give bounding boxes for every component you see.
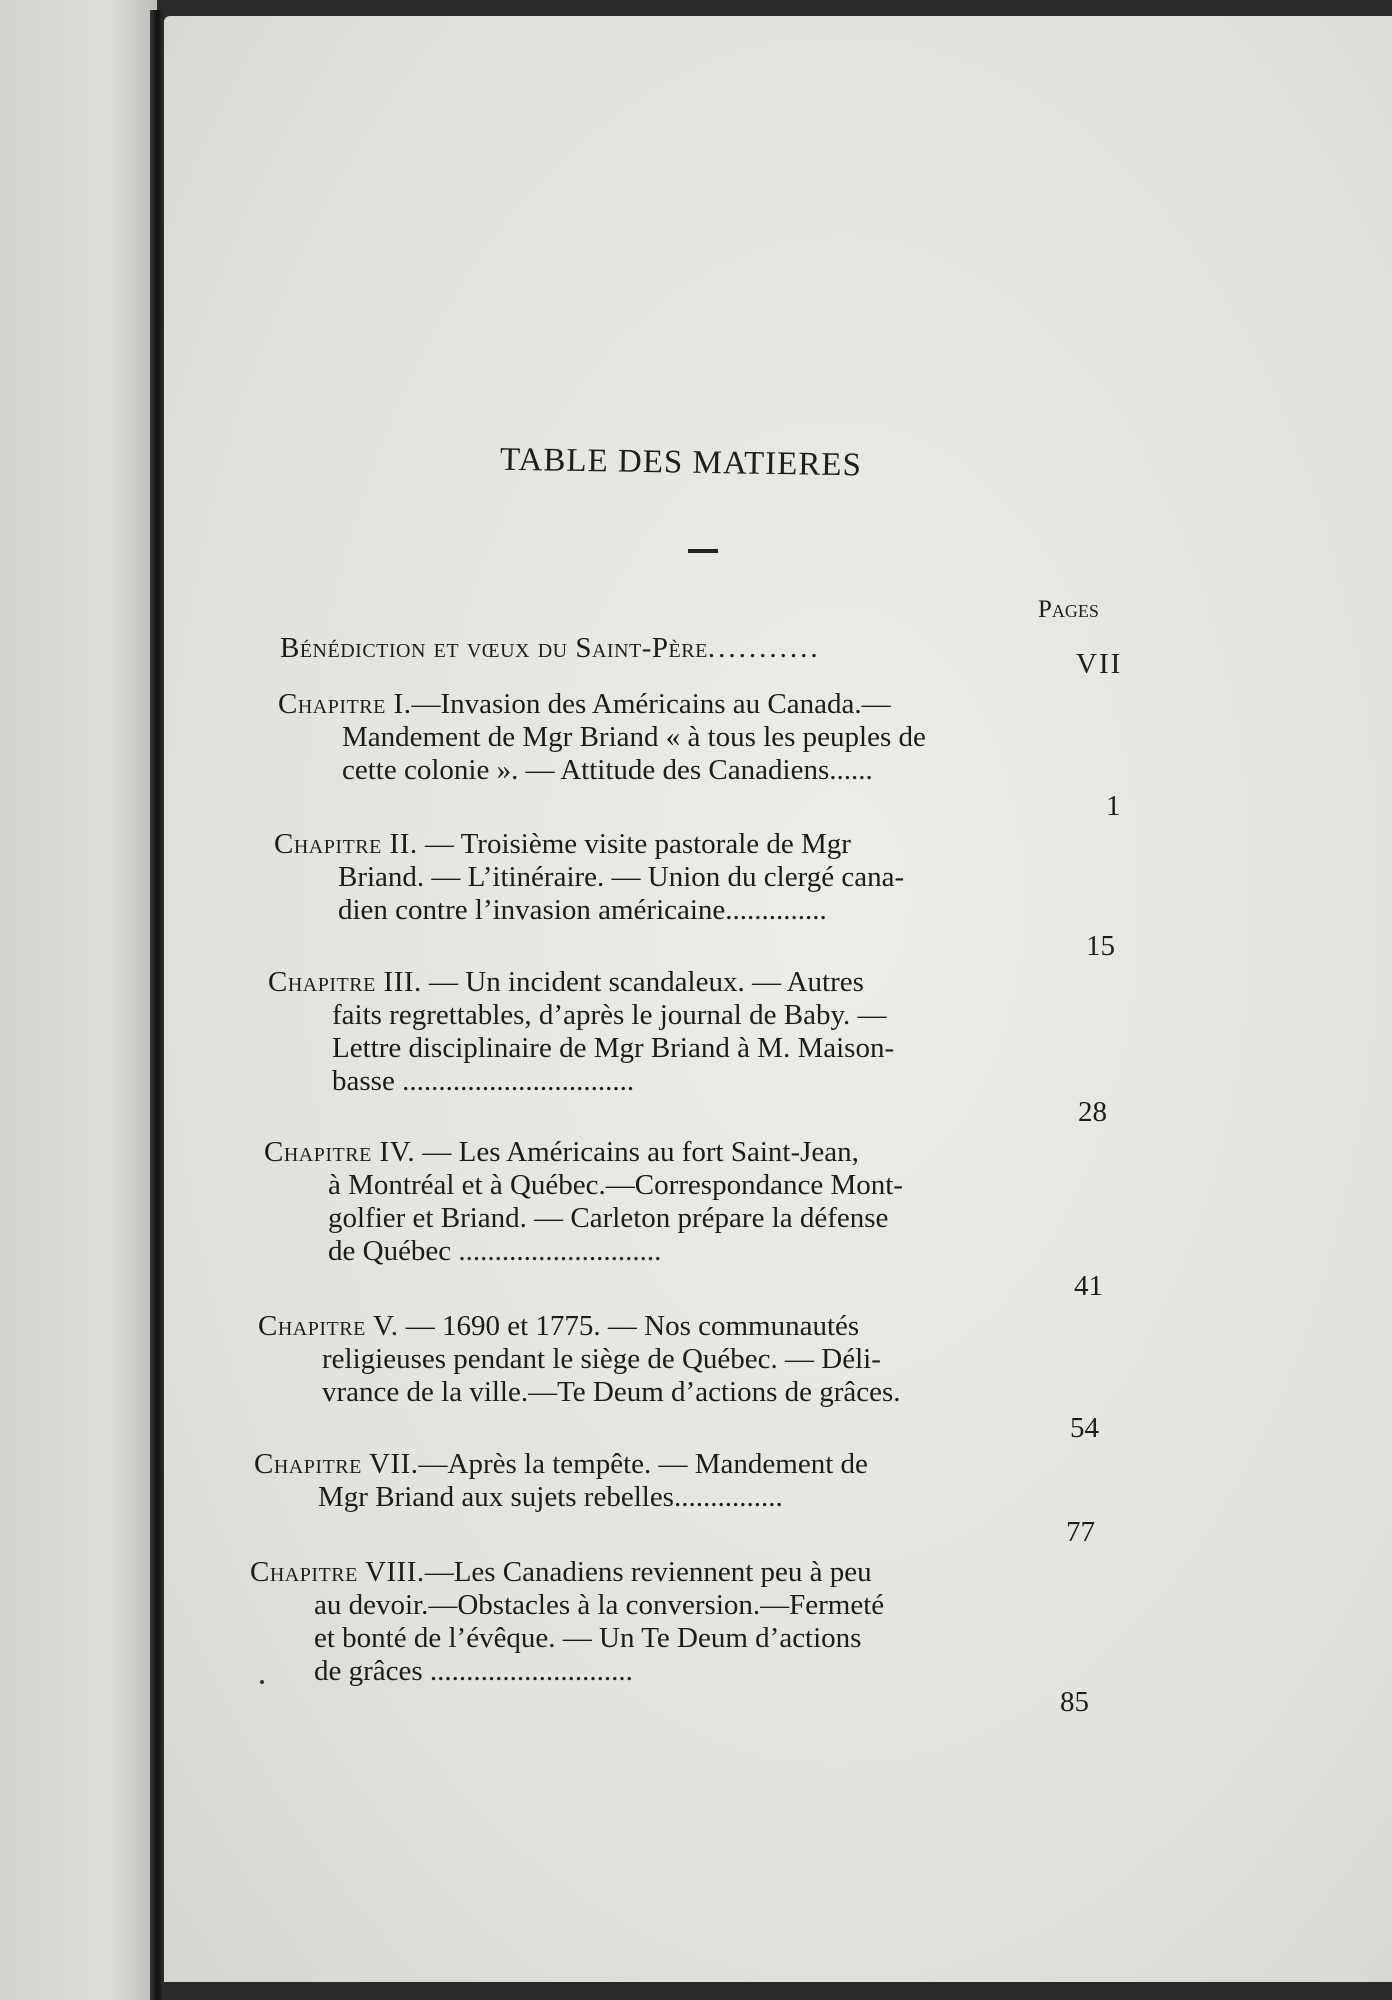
entry-line: —Les Canadiens reviennent peu à peu (424, 1556, 872, 1588)
entry-line: — Troisième visite pastorale de Mgr (417, 828, 851, 860)
entry-line: — Un incident scandaleux. — Autres (421, 966, 864, 998)
entry-heading: Chapitre III. (268, 966, 422, 998)
entry-line: —Après la tempête. — Mandement de (418, 1448, 868, 1480)
entry-line: de grâces ............................ (314, 1655, 633, 1687)
entry-line: —Invasion des Américains au Canada.— (411, 688, 891, 720)
book-spine (150, 10, 164, 2000)
toc-entry (280, 632, 1060, 665)
entry-page-number: VII (1076, 648, 1123, 680)
pages-column-label: Pages (1038, 596, 1099, 623)
toc-entry (274, 828, 1034, 927)
entry-line: de Québec ............................ (328, 1235, 662, 1267)
entry-line: religieuses pendant le siège de Québec. — Déli- (322, 1343, 881, 1375)
entry-page-number: 54 (1070, 1412, 1099, 1444)
entry-line: Mandement de Mgr Briand « à tous les peuples de (342, 721, 926, 753)
entry-heading: Chapitre IV. (264, 1136, 416, 1168)
entry-leader: ........... (707, 632, 821, 664)
toc-entry (264, 1136, 1028, 1268)
page-title: TABLE DES MATIERES (499, 441, 863, 484)
toc-entry (268, 966, 1032, 1098)
entry-line: vrance de la ville.—Te Deum d’actions de grâces. (322, 1376, 901, 1408)
entry-line: golfier et Briand. — Carleton prépare la défense (328, 1202, 889, 1234)
entry-heading: Chapitre VIII. (250, 1556, 425, 1588)
entry-page-number: 28 (1078, 1096, 1107, 1128)
entry-line: — Les Américains au fort Saint-Jean, (415, 1136, 859, 1168)
entry-line: cette colonie ». — Attitude des Canadiens...... (342, 754, 873, 786)
entry-line: basse ................................ (332, 1065, 635, 1097)
entry-heading: Bénédiction et vœux du Saint-Père (280, 632, 708, 664)
stray-ink-mark (260, 1680, 264, 1684)
entry-heading: Chapitre VII. (254, 1448, 419, 1480)
entry-line: et bonté de l’évêque. — Un Te Deum d’actions (314, 1622, 862, 1654)
toc-entry (258, 1310, 1022, 1409)
left-page-edge (0, 0, 157, 2000)
entry-heading: Chapitre I. (278, 688, 412, 720)
toc-entry (250, 1556, 1016, 1688)
toc-entry (278, 688, 1038, 787)
title-rule (688, 549, 718, 553)
entry-page-number: 85 (1060, 1686, 1089, 1718)
entry-line: Lettre disciplinaire de Mgr Briand à M. Maison- (332, 1032, 895, 1064)
entry-line: à Montréal et à Québec.—Correspondance Mont- (328, 1169, 903, 1201)
entry-page-number: 1 (1106, 790, 1121, 822)
entry-line: dien contre l’invasion américaine.............. (338, 894, 827, 926)
entry-page-number: 15 (1086, 930, 1115, 962)
entry-line: Mgr Briand aux sujets rebelles............... (318, 1481, 783, 1513)
entry-line: au devoir.—Obstacles à la conversion.—Fermeté (314, 1589, 885, 1621)
entry-line: — 1690 et 1775. — Nos communautés (398, 1310, 860, 1342)
entry-line: Briand. — L’itinéraire. — Union du clergé cana- (338, 861, 905, 893)
entry-heading: Chapitre V. (258, 1310, 399, 1342)
entry-line: faits regrettables, d’après le journal de Baby. — (332, 999, 887, 1031)
entry-page-number: 77 (1066, 1516, 1095, 1548)
entry-heading: Chapitre II. (274, 828, 418, 860)
toc-entry (254, 1448, 1018, 1514)
entry-page-number: 41 (1074, 1270, 1103, 1302)
